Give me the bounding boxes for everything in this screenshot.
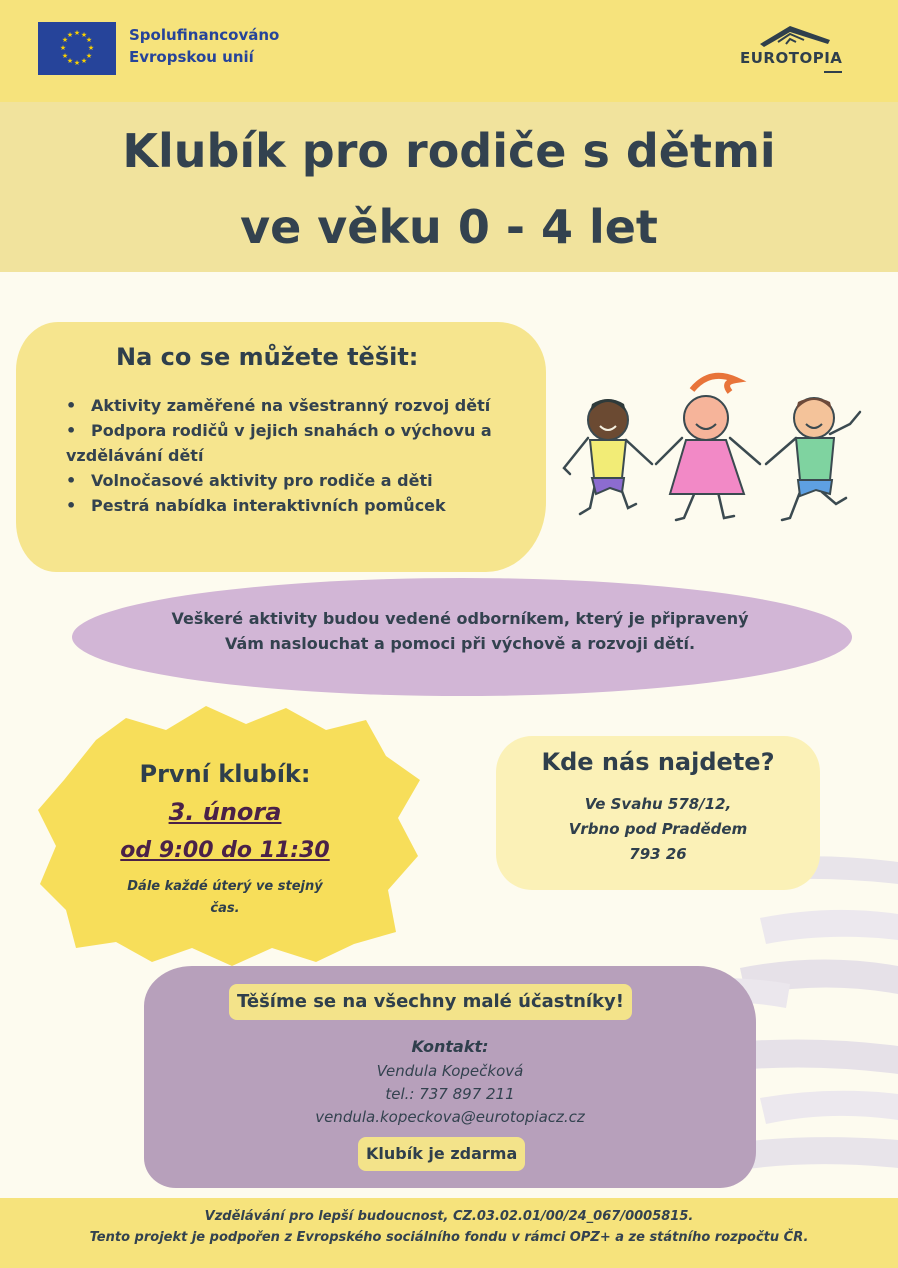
svg-text:★: ★ (73, 59, 81, 67)
page-title-line-2: ve věku 0 - 4 let (240, 200, 658, 254)
first-club-note (100, 876, 350, 920)
address-street: Ve Svahu 578/12, (584, 795, 732, 813)
bullet-icon: • (66, 496, 77, 515)
address-zip: 793 26 (629, 845, 687, 863)
footer-line-1: Vzdělávání pro lepší budoucnost, CZ.03.02.01/00/24_067/0005815. (204, 1209, 694, 1224)
list-item: • Pestrá nabídka interaktivních pomůcek (66, 493, 526, 518)
expert-line-1: Veškeré aktivity budou vedené odborníkem, který je připravený (171, 609, 749, 628)
bullet-icon: • (66, 396, 77, 415)
contact-details (144, 1060, 756, 1129)
page-title-line-1: Klubík pro rodiče s dětmi (122, 124, 776, 178)
eu-flag-icon (38, 22, 116, 75)
first-club-title: První klubík: (139, 760, 311, 788)
free-badge: Klubík je zdarma (358, 1137, 525, 1171)
svg-text:★: ★ (85, 36, 93, 44)
list-item-continuation: vzdělávání dětí (66, 446, 204, 465)
first-club-date: 3. února (168, 798, 282, 826)
contact-name: Vendula Kopečková (376, 1062, 524, 1080)
footer-line-2: Tento projekt je podpořen z Evropského sociálního fondu v rámci OPZ+ a ze státního rozpočtu ČR. (89, 1230, 809, 1245)
expert-line-2: Vám naslouchat a pomoci při výchově a rozvoji dětí. (224, 634, 696, 653)
svg-text:★: ★ (66, 31, 74, 39)
first-club-starburst (36, 700, 424, 968)
first-club-note-line-1: Dále každé úterý ve stejný (127, 879, 323, 894)
eu-line-1: Spolufinancováno (129, 26, 280, 44)
footer-text (0, 1206, 898, 1248)
list-item: • Podpora rodičů v jejich snahách o výchovu a (66, 418, 526, 443)
bullet-icon: • (66, 421, 77, 440)
address-city: Vrbno pod Pradědem (568, 820, 748, 838)
svg-text:★: ★ (80, 31, 88, 39)
svg-text:★: ★ (87, 44, 95, 52)
location-address (496, 792, 820, 867)
bullet-icon: • (66, 471, 77, 490)
svg-text:★: ★ (85, 52, 93, 60)
eu-line-2: Evropskou unií (129, 48, 254, 66)
first-club-time: od 9:00 do 11:30 (120, 838, 330, 863)
location-title: Kde nás najdete? (541, 748, 775, 776)
svg-text:★: ★ (80, 57, 88, 65)
contact-phone: tel.: 737 897 211 (385, 1085, 515, 1103)
expert-statement (120, 606, 800, 656)
list-item: • Volnočasové aktivity pro rodiče a děti (66, 468, 526, 493)
svg-text:★: ★ (61, 52, 69, 60)
eu-cofinanced-text (129, 24, 279, 68)
svg-text:★: ★ (73, 29, 81, 37)
children-illustration-icon (560, 368, 875, 528)
benefits-list (66, 393, 526, 518)
svg-text:★: ★ (59, 44, 67, 52)
benefits-title: Na co se můžete těšit: (116, 343, 419, 371)
welcome-banner: Těšíme se na všechny malé účastníky! (229, 984, 632, 1020)
contact-email: vendula.kopeckova@eurotopiacz.cz (315, 1108, 585, 1126)
first-club-note-line-2: čas. (210, 901, 240, 916)
logo-text: EUROTOPIA (740, 49, 843, 67)
list-item: • Aktivity zaměřené na všestranný rozvoj dětí (66, 393, 526, 418)
contact-heading: Kontakt: (411, 1037, 489, 1056)
svg-text:★: ★ (66, 57, 74, 65)
svg-text:★: ★ (61, 36, 69, 44)
